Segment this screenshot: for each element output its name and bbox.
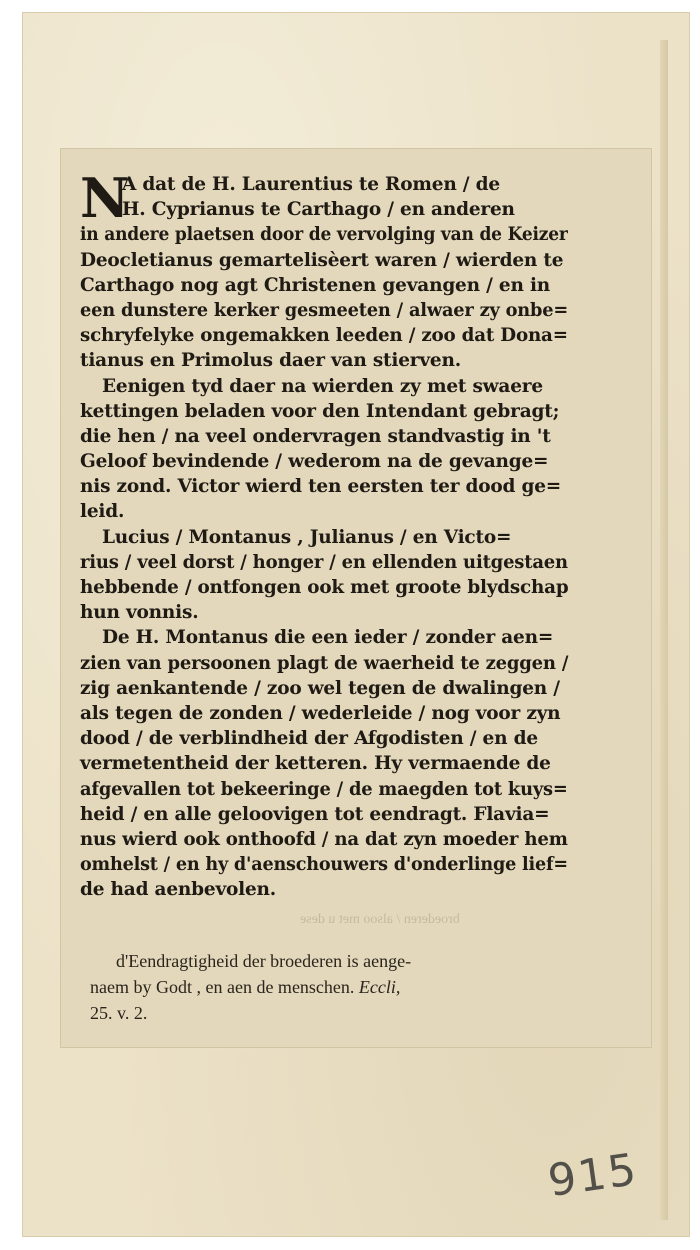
paper-edge (660, 40, 668, 1220)
text-line: Geloof bevindende / wederom na de gevange= (80, 451, 549, 473)
text-line: die hen / na veel ondervragen standvastig in 't (80, 425, 551, 447)
text-line: Eenigen tyd daer na wierden zy met swaere (102, 375, 543, 397)
text-line: nus wierd ook onthoofd / na dat zyn moeder hem (80, 828, 568, 850)
pencil-number: 915 (544, 1143, 642, 1208)
text-line: Deocletianus gemartelisèert waren / wierden te (80, 249, 564, 271)
text-line: leid. (80, 501, 125, 523)
text-line: als tegen de zonden / wederleide / nog voor zyn (80, 702, 561, 724)
drop-cap: N (80, 166, 130, 230)
show-through-text: broederen / alsoo met u dese (300, 912, 460, 927)
text-line: in andere plaetsen door de vervolging van de Keizer (80, 224, 568, 246)
text-line: vermetentheid der ketteren. Hy vermaende de (80, 753, 551, 775)
text-line: kettingen beladen voor den Intendant gebragt; (80, 400, 560, 422)
body-text (80, 166, 569, 902)
text-line: afgevallen tot bekeeringe / de maegden tot kuys= (80, 778, 568, 800)
text-line: omhelst / en hy d'aenschouwers d'onderlinge lief= (80, 854, 568, 876)
quote-line: d'Eendragtigheid der broederen is aenge- (116, 951, 412, 971)
text-line: Carthago nog agt Christenen gevangen / en in (80, 274, 551, 296)
text-line: H. Cyprianus te Carthago / en anderen (122, 199, 515, 221)
text-line: De H. Montanus die een ieder / zonder aen= (102, 627, 554, 649)
text-line: hebbende / ontfongen ook met groote blydschap (80, 577, 569, 598)
text-line: rius / veel dorst / honger / en ellenden uitgestaen (80, 551, 568, 573)
text-line: hun vonnis. (80, 602, 199, 624)
text-line: zig aenkantende / zoo wel tegen de dwalingen / (80, 677, 560, 699)
text-line: een dunstere kerker gesmeeten / alwaer zy onbe= (80, 299, 569, 321)
text-line: Lucius / Montanus , Julianus / en Victo= (102, 526, 512, 548)
scripture-quote (90, 948, 560, 1026)
text-line: A dat de H. Laurentius te Romen / de (122, 174, 500, 195)
text-line: de had aenbevolen. (80, 879, 277, 901)
text-line: dood / de verblindheid der Afgodisten / en de (80, 728, 538, 750)
quote-text: naem by Godt , en aen de menschen. (90, 977, 355, 997)
text-line: zien van persoonen plagt de waerheid te zeggen / (80, 652, 569, 674)
quote-line (90, 974, 560, 1000)
text-line: tianus en Primolus daer van stierven. (80, 350, 461, 372)
text-line: heid / en alle geloovigen tot eendragt. Flavia= (80, 803, 550, 825)
text-line: nis zond. Victor wierd ten eersten ter dood ge= (80, 476, 562, 498)
text-line: schryfelyke ongemakken leeden / zoo dat Dona= (80, 325, 568, 347)
quote-reference: Eccli, (358, 977, 401, 997)
quote-citation: 25. v. 2. (90, 1003, 148, 1023)
